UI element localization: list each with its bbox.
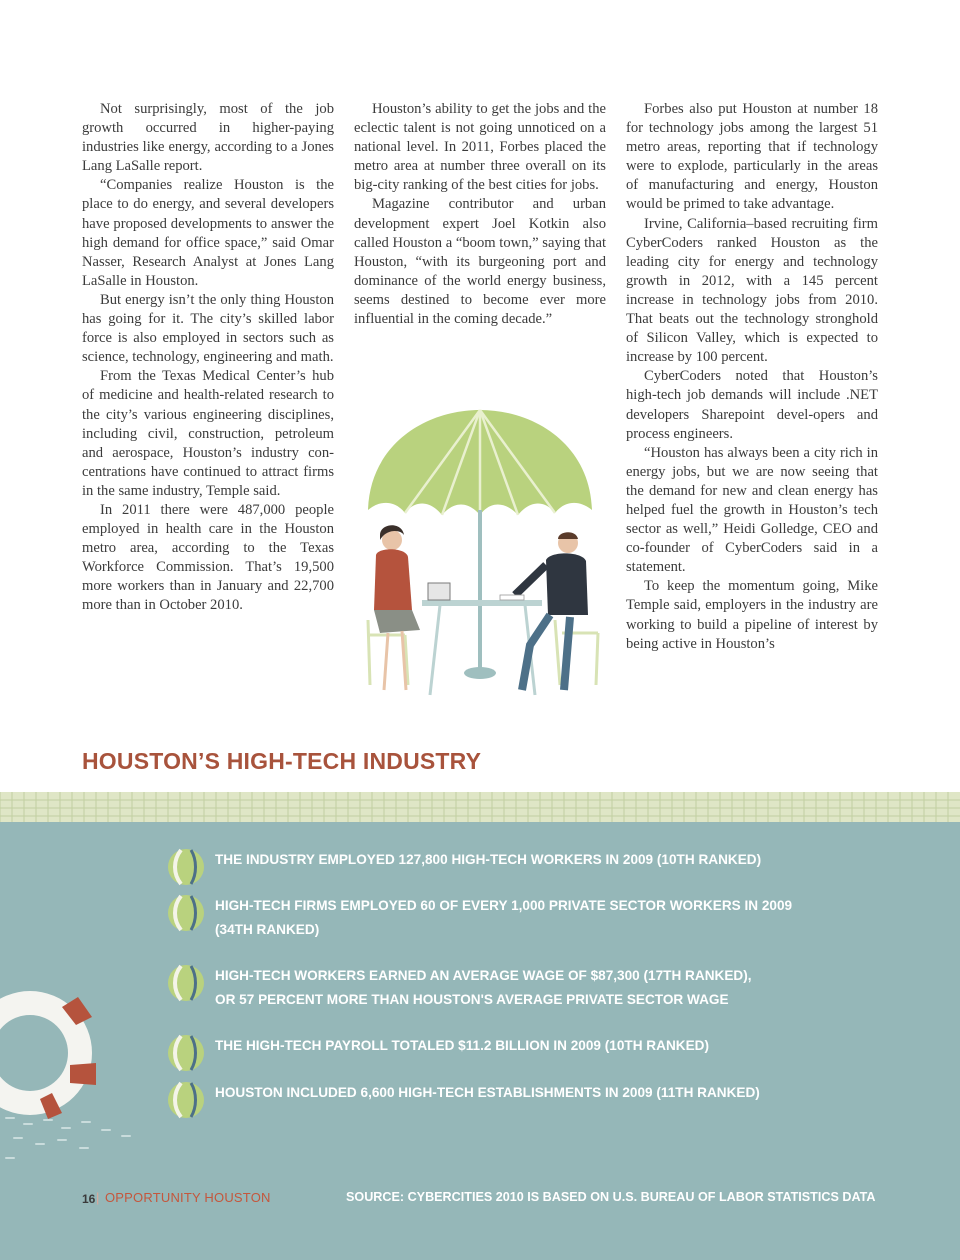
pool-tile-border — [0, 792, 960, 822]
paragraph: Irvine, California–based recruiting firm CyberCoders ranked Houston as the leading city for energy and technology growth in 2012, with a 145 percent increase in technology jobs from 2010. That beats out the technology stronghold of Silicon Valley, which is expected to increase by 100 percent. — [626, 215, 878, 366]
fact-item — [165, 892, 865, 962]
paragraph: “Houston has always been a city rich in energy jobs, but we are now seeing that the demand for new and clean energy has helped fuel the growth in Houston’s tech sector as well,” Heidi Golledge, CEO and co-founder of CyberCoders said in a statement. — [626, 444, 878, 576]
source-note: SOURCE: CYBERCITIES 2010 IS BASED ON U.S. BUREAU OF LABOR STATISTICS DATA — [346, 1190, 876, 1204]
paragraph: From the Texas Medical Center’s hub of medicine and health-related research to the city’s various engineering disciplines, including civil, construction, petroleum and aerospace, Houston’s industry con-centrations have continued to attract firms in the same industry, Temple said. — [82, 368, 334, 499]
section-title: HOUSTON’S HIGH-TECH INDUSTRY — [82, 748, 482, 774]
fact-line-2: (34TH RANKED) — [215, 922, 320, 937]
water-ripples — [0, 1110, 170, 1170]
paragraph: CyberCoders noted that Houston’s high-tech job demands will include .NET developers Sharepoint devel-opers and process engineers. — [626, 368, 878, 442]
beach-ball-icon — [167, 848, 205, 886]
paragraph: “Companies realize Houston is the place to do energy, and several developers have proposed developments to answer the high demand for office space,” said Omar Nasser, Research Analyst at Jones Lang LaSalle in Houston. — [82, 177, 334, 289]
beach-ball-icon — [167, 1081, 205, 1119]
umbrella-illustration — [350, 405, 610, 705]
article-column-2 — [354, 100, 606, 329]
fact-item — [165, 962, 865, 1032]
article-column-3 — [626, 100, 878, 654]
fact-line-1: HIGH-TECH FIRMS EMPLOYED 60 OF EVERY 1,000 PRIVATE SECTOR WORKERS IN 2009 — [215, 898, 793, 913]
facts-list — [165, 846, 865, 1125]
magazine-name: OPPORTUNITY HOUSTON — [105, 1190, 271, 1205]
fact-line-2: OR 57 PERCENT MORE THAN HOUSTON'S AVERAGE PRIVATE SECTOR WAGE — [215, 992, 729, 1007]
beach-ball-icon — [167, 964, 205, 1002]
fact-item — [165, 1079, 865, 1125]
page-number: 16 — [82, 1192, 96, 1206]
beach-ball-icon — [167, 1034, 205, 1072]
life-ring-icon — [0, 985, 105, 1120]
paragraph: Houston’s ability to get the jobs and the eclectic talent is not going unnoticed on a national level. In 2011, Forbes placed the metro area at number three overall on its big-city ranking of the best cities for jobs. — [354, 101, 606, 194]
fact-item — [165, 846, 865, 892]
paragraph: To keep the momentum going, Mike Temple said, employers in the industry are working to build a pipeline of interest by being active in Houston’s — [626, 578, 878, 652]
paragraph: In 2011 there were 487,000 people employed in health care in the Houston metro area, according to the Texas Workforce Commission. That’s 19,500 more workers than in January and 22,700 more than in October 2010. — [82, 501, 334, 614]
fact-line-1: THE INDUSTRY EMPLOYED 127,800 HIGH-TECH WORKERS IN 2009 (10TH RANKED) — [215, 852, 762, 867]
fact-item — [165, 1032, 865, 1079]
footer-separator: | — [96, 1190, 100, 1205]
fact-line-1: HOUSTON INCLUDED 6,600 HIGH-TECH ESTABLISHMENTS IN 2009 (11TH RANKED) — [215, 1085, 760, 1100]
fact-line-1: THE HIGH-TECH PAYROLL TOTALED $11.2 BILLION IN 2009 (10TH RANKED) — [215, 1038, 709, 1053]
paragraph: But energy isn’t the only thing Houston has going for it. The city’s skilled labor force is also employed in sectors such as science, technology, engineering and math. — [82, 291, 334, 366]
beach-ball-icon — [167, 894, 205, 932]
fact-line-1: HIGH-TECH WORKERS EARNED AN AVERAGE WAGE OF $87,300 (17TH RANKED), — [215, 968, 752, 983]
article-column-1 — [82, 100, 334, 616]
paragraph: Not surprisingly, most of the job growth occurred in higher-paying industries like energy, according to a Jones Lang LaSalle report. — [82, 101, 334, 175]
paragraph: Forbes also put Houston at number 18 for technology jobs among the largest 51 metro areas, reporting that if technology were to explode, particularly in the areas of manufacturing and energy, Houston would be primed to take advantage. — [626, 101, 878, 213]
paragraph: Magazine contributor and urban development expert Joel Kotkin also called Houston a “boom town,” saying that Houston, “with its burgeoning port and dominance of the world energy business, seems destined to become ever more influential in the coming decade.” — [354, 196, 606, 328]
